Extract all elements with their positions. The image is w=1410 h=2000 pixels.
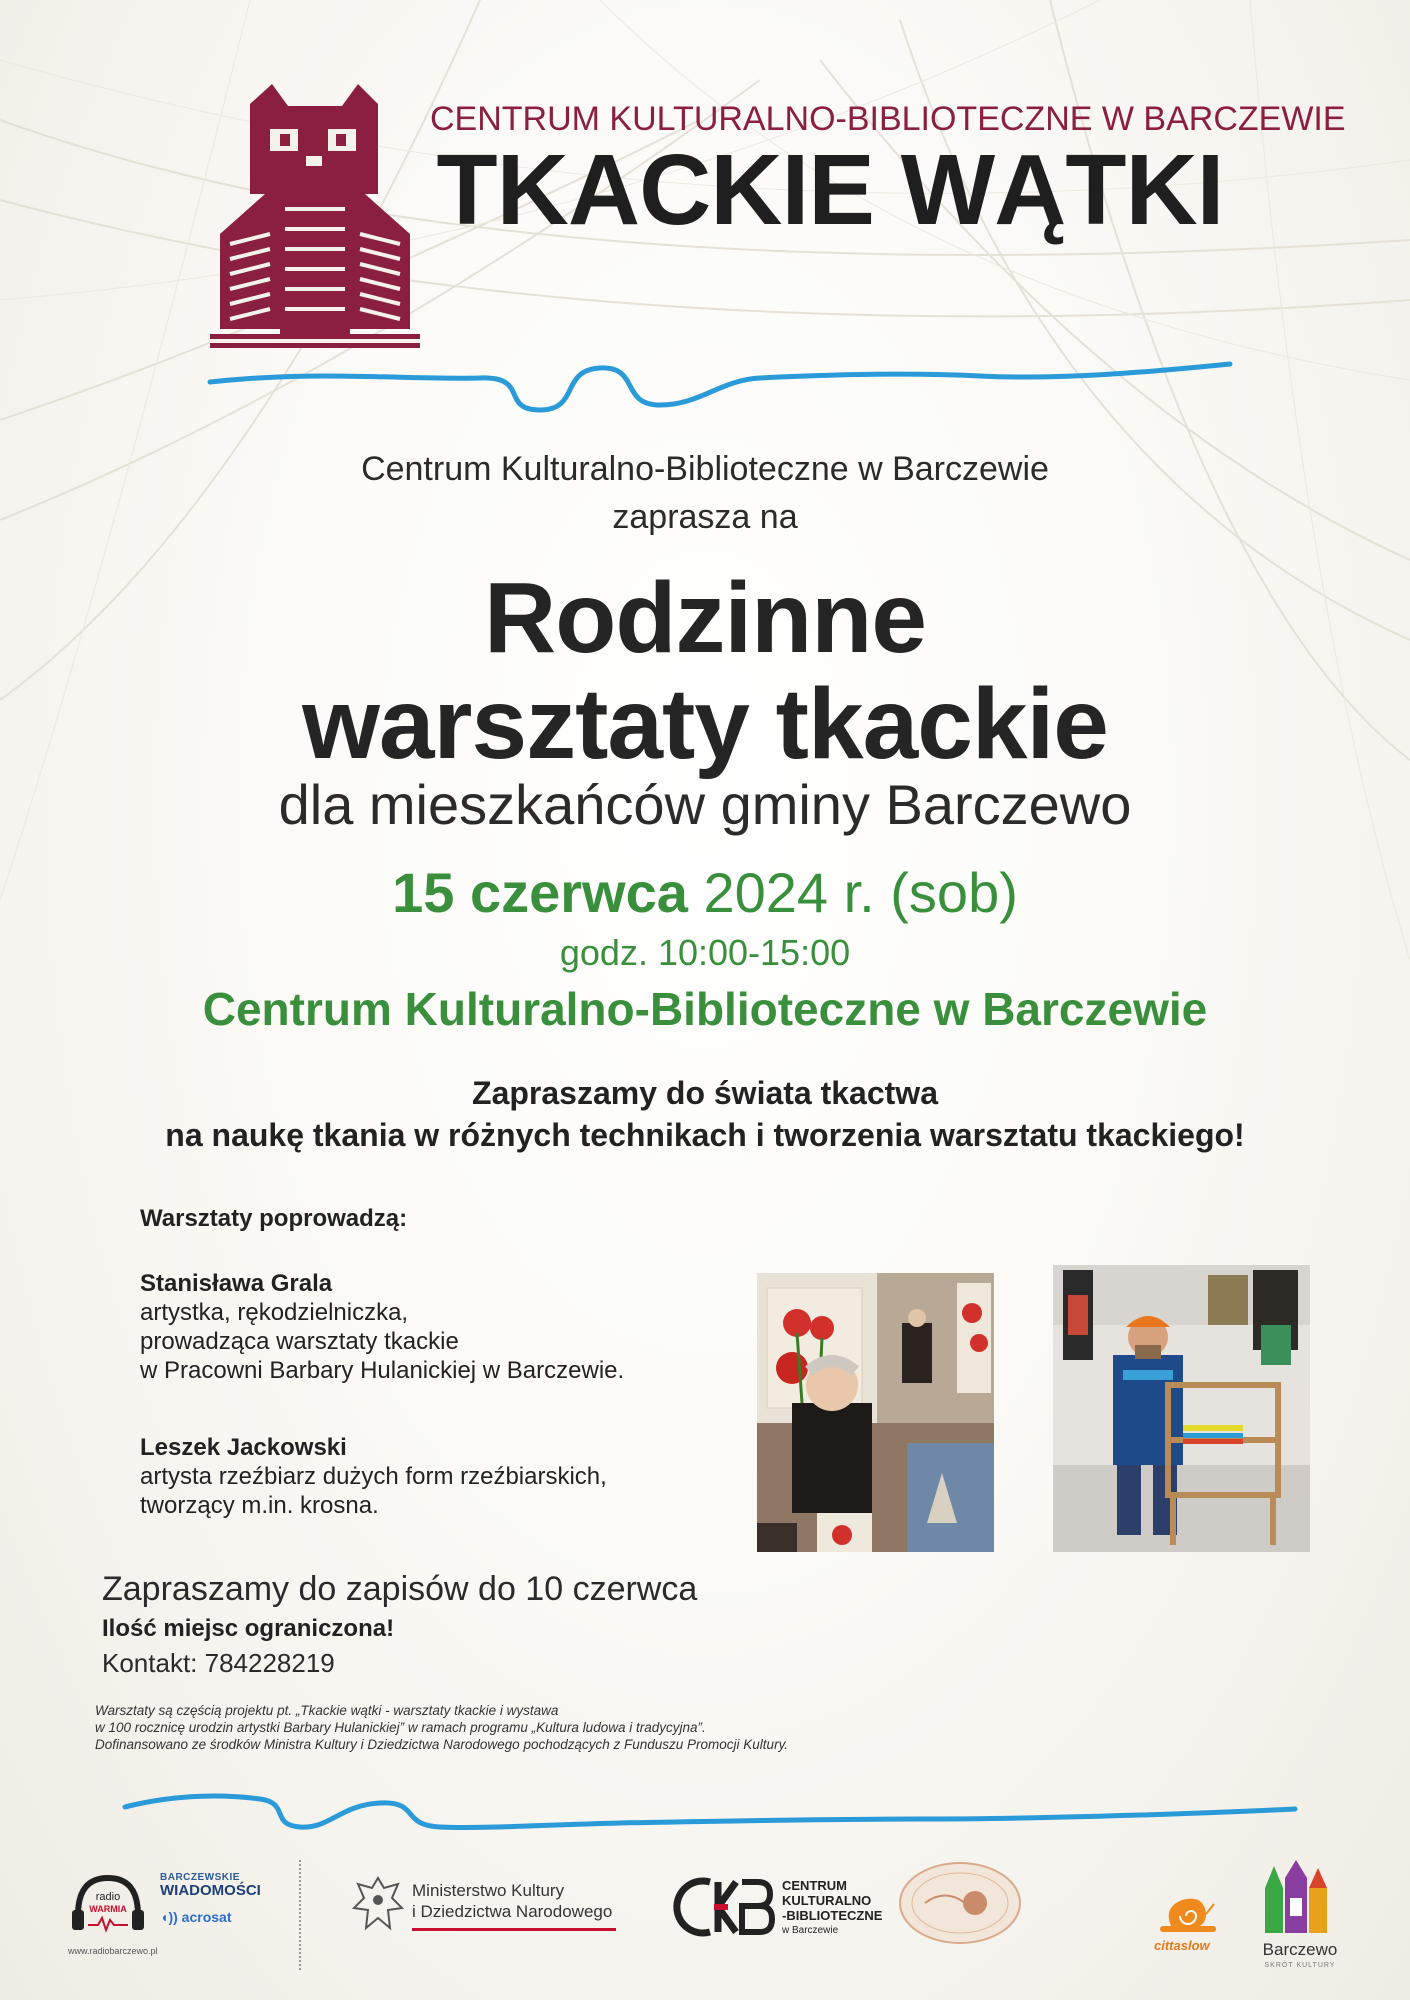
sponsor-logos [0, 1848, 1410, 1998]
project-title: TKACKIE WĄTKI [436, 134, 1224, 246]
signup-deadline: Zapraszamy do zapisów do 10 czerwca [102, 1570, 698, 1608]
leader-description: artysta rzeźbiarz dużych form rzeźbiarskich, [140, 1463, 607, 1490]
wiad-main: WIADOMOŚCI [160, 1882, 261, 1899]
acrosat-logo [160, 1909, 270, 1925]
limited-places: Ilość miejsc ograniczona! [102, 1615, 395, 1642]
ckb-line4: w Barczewie [782, 1925, 839, 1936]
ckb-line3: -BIBLIOTECZNE [782, 1908, 883, 1923]
leader-description: prowadząca warsztaty tkackie [140, 1328, 459, 1355]
ministry-line2: i Dziedzictwa Narodowego [412, 1902, 613, 1921]
event-title [0, 562, 1410, 780]
signal-icon: ◖)) [160, 1909, 178, 1925]
wiad-top: BARCZEWSKIE [160, 1872, 240, 1883]
audience-line: dla mieszkańców gminy Barczewo [278, 773, 1132, 836]
barczewo-logo[interactable] [1245, 1858, 1355, 1978]
contact-phone[interactable]: Kontakt: 784228219 [102, 1648, 335, 1678]
event-date [0, 860, 1410, 925]
ckb-name [782, 1878, 882, 1938]
leader-card [140, 1270, 760, 1385]
barczewo-sub: SKRÓT KULTURY [1264, 1962, 1336, 1969]
ministry-name [412, 1880, 612, 1922]
radio-caption: www.radiobarczewo.pl [68, 1946, 158, 1956]
cittaslow-logo[interactable] [1152, 1878, 1222, 1958]
funding-footnote [95, 1702, 1095, 1753]
tagline-line1: Zapraszamy do świata tkactwa [472, 1075, 938, 1111]
cittaslow-label: cittaslow [1154, 1938, 1210, 1953]
sculptor-photo [1053, 1265, 1310, 1552]
warmia-word: WARMIA [89, 1904, 127, 1914]
barczewskie-wiadomosci-logo[interactable] [160, 1872, 270, 1925]
invites-line: zaprasza na [612, 498, 798, 536]
acrosat-label: acrosat [181, 1909, 232, 1925]
museum-seal-logo[interactable] [895, 1858, 1025, 1948]
event-date-bold: 15 czerwca [392, 861, 688, 924]
logo-separator [299, 1860, 301, 1970]
blue-wave-divider [200, 350, 1240, 425]
leader-name: Stanisława Grala [140, 1270, 333, 1297]
ministry-culture-logo[interactable] [350, 1874, 640, 1943]
footnote-line: Dofinansowano ze środków Ministra Kultury i Dziedzictwa Narodowego pochodzących z Funduszu Promocji Kultury. [95, 1737, 789, 1752]
owl-logo-icon [210, 84, 420, 366]
blue-wave-divider-bottom [120, 1785, 1300, 1850]
event-title-line1: Rodzinne [484, 562, 926, 674]
organization-name: CENTRUM KULTURALNO-BIBLIOTECZNE W BARCZEWIE [430, 100, 1346, 138]
ministry-line1: Ministerstwo Kultury [412, 1881, 565, 1900]
leaders-heading: Warsztaty poprowadzą: [140, 1205, 408, 1232]
footnote-line: w 100 rocznicę urodzin artystki Barbary Hulanickiej” w ramach programu „Kultura ludowa i tradycyjna”. [95, 1720, 706, 1735]
footnote-line: Warsztaty są częścią projektu pt. „Tkackie wątki - warsztaty tkackie i wystawa [95, 1703, 559, 1718]
ministry-red-bar [412, 1928, 616, 1931]
host-line: Centrum Kulturalno-Biblioteczne w Barczewie [361, 450, 1049, 488]
leader-name: Leszek Jackowski [140, 1434, 347, 1461]
barczewo-label: Barczewo [1262, 1940, 1338, 1959]
ckb-line2: KULTURALNO [782, 1893, 872, 1908]
leader-card [140, 1434, 760, 1520]
event-hours: godz. 10:00-15:00 [559, 932, 851, 973]
event-venue: Centrum Kulturalno-Biblioteczne w Barczewie [202, 983, 1208, 1035]
tagline-line2: na naukę tkania w różnych technikach i tworzenia warsztatu tkackiego! [165, 1117, 1245, 1153]
leader-description: tworzący m.in. krosna. [140, 1492, 379, 1519]
ckb-logo[interactable] [670, 1874, 900, 1945]
radio-warmia-logo[interactable] [68, 1870, 158, 1956]
weaver-photo-collage [757, 1273, 994, 1552]
ckb-line1: CENTRUM [782, 1878, 847, 1893]
radio-word: radio [95, 1891, 121, 1903]
leader-description: artystka, rękodzielniczka, [140, 1299, 409, 1326]
leader-description: w Pracowni Barbary Hulanickiej w Barczewie. [140, 1357, 625, 1384]
event-title-line2: warsztaty tkackie [302, 668, 1108, 780]
event-date-rest: 2024 r. (sob) [703, 861, 1018, 924]
